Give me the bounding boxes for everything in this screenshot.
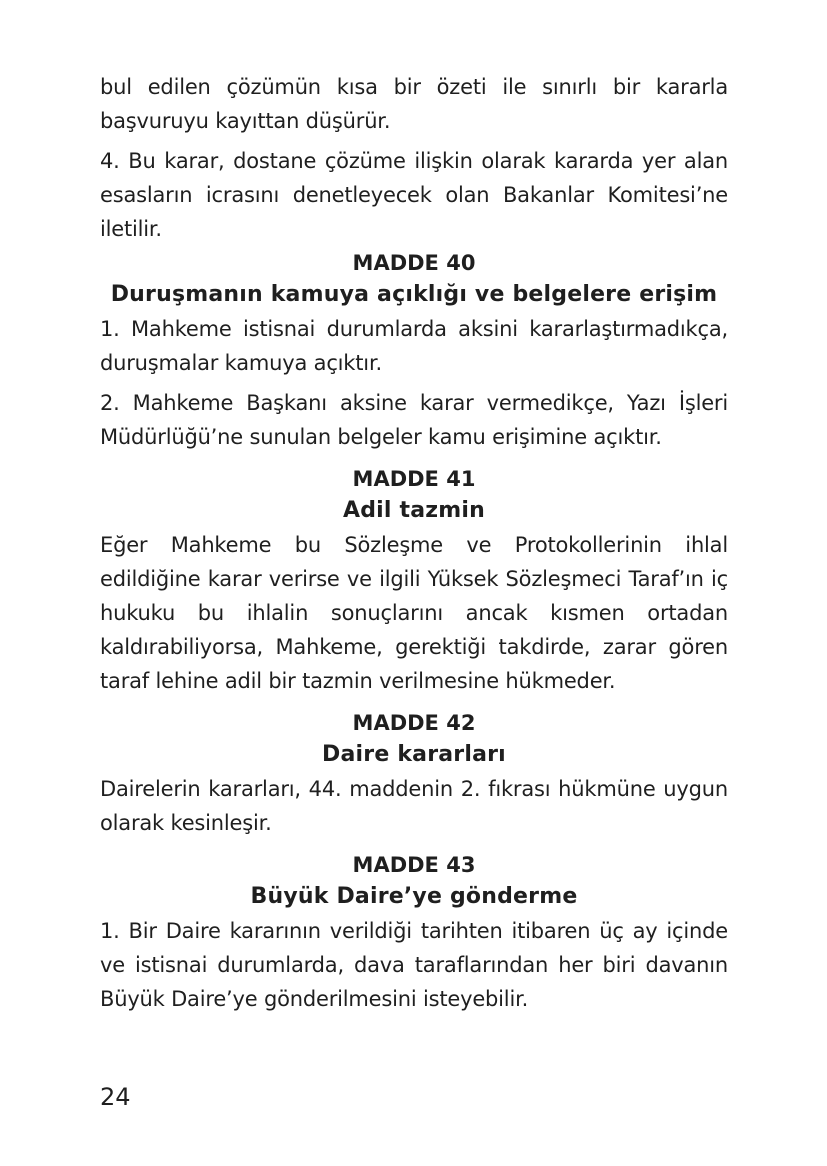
article-heading: MADDE 43 (352, 853, 476, 877)
article-paragraph: 1. Bir Daire kararının verildiği tarihten itibaren üç ay içinde ve istisnai durumlarda, dava taraflarından her biri davanın Büyük Daire’ye gönderilmesini isteyebilir. (100, 919, 728, 1011)
article-title: Büyük Daire’ye gönderme (250, 884, 578, 909)
intro-paragraph-1: bul edilen çözümün kısa bir özeti ile sınırlı bir kararla başvuruyu kayıttan düşürür. (100, 75, 728, 133)
document-page (100, 70, 728, 1016)
article-title: Adil tazmin (342, 498, 485, 523)
article-heading: MADDE 40 (352, 251, 476, 275)
article-43 (100, 850, 728, 1016)
page-number: 24 (100, 1083, 131, 1111)
article-heading: MADDE 42 (352, 711, 476, 735)
article-heading: MADDE 41 (352, 467, 476, 491)
article-title: Duruşmanın kamuya açıklığı ve belgelere erişim (110, 282, 718, 307)
article-paragraph: Eğer Mahkeme bu Sözleşme ve Protokollerinin ihlal edildiğine karar verirse ve ilgili Yüksek Sözleşmeci Taraf’ın iç hukuku bu ihlalin sonuçlarını ancak kısmen ortadan kaldırabiliyorsa, Mahkeme, gerektiği takdirde, zarar gören taraf lehine adil bir tazmin verilmesine hükmeder. (100, 533, 728, 693)
article-42 (100, 708, 728, 840)
article-paragraph: 1. Mahkeme istisnai durumlarda aksini kararlaştırmadıkça, duruşmalar kamuya açıktır. (100, 317, 728, 375)
article-paragraph: Dairelerin kararları, 44. maddenin 2. fıkrası hükmüne uygun olarak kesinleşir. (100, 777, 728, 835)
article-41 (100, 464, 728, 698)
article-paragraph: 2. Mahkeme Başkanı aksine karar vermedikçe, Yazı İşleri Müdürlüğü’ne sunulan belgeler kamu erişimine açıktır. (100, 391, 728, 449)
article-title: Daire kararları (322, 742, 506, 767)
intro-paragraph-2: 4. Bu karar, dostane çözüme ilişkin olarak kararda yer alan esasların icrasını denetleyecek olan Bakanlar Komitesi’ne iletilir. (100, 149, 728, 241)
article-40 (100, 248, 728, 454)
